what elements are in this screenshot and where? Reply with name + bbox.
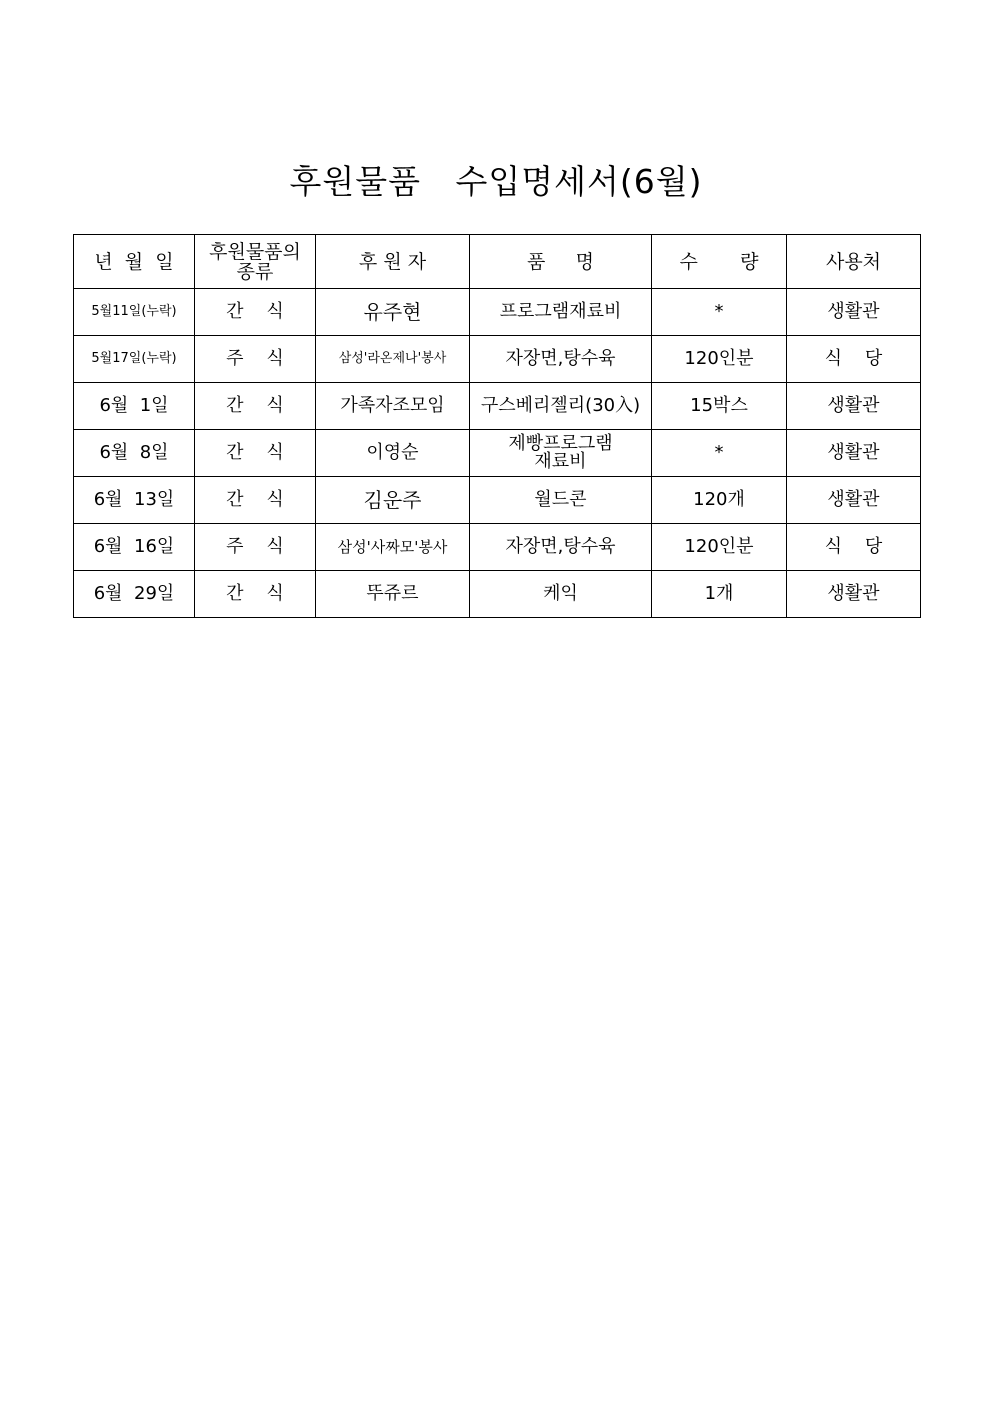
- table-row: [74, 336, 921, 383]
- cell-donor: 삼성'라온제나'봉사: [316, 336, 470, 383]
- cell-quantity: *: [652, 430, 787, 477]
- cell-date: 6월 13일: [74, 477, 195, 524]
- table-row: [74, 571, 921, 618]
- cell-usage: 생활관: [787, 289, 921, 336]
- cell-kind: 간 식: [195, 383, 316, 430]
- table-row: [74, 524, 921, 571]
- cell-donor: 뚜쥬르: [316, 571, 470, 618]
- cell-usage: 생활관: [787, 571, 921, 618]
- cell-quantity: *: [652, 289, 787, 336]
- cell-kind: 간 식: [195, 571, 316, 618]
- cell-kind: 간 식: [195, 477, 316, 524]
- page-title: 후원물품 수입명세서(6월): [289, 162, 703, 201]
- cell-donor: 가족자조모임: [316, 383, 470, 430]
- cell-item: 케익: [470, 571, 652, 618]
- cell-usage: 생활관: [787, 383, 921, 430]
- cell-usage: 생활관: [787, 477, 921, 524]
- cell-quantity: 120인분: [652, 336, 787, 383]
- cell-kind: 주 식: [195, 524, 316, 571]
- cell-date: 6월 29일: [74, 571, 195, 618]
- cell-quantity: 1개: [652, 571, 787, 618]
- cell-date: 5월17일(누락): [74, 336, 195, 383]
- cell-quantity: 15박스: [652, 383, 787, 430]
- cell-item: 자장면,탕수육: [470, 524, 652, 571]
- cell-donor: 김운주: [316, 477, 470, 524]
- cell-date: 5월11일(누락): [74, 289, 195, 336]
- cell-item: 구스베리젤리(30入): [470, 383, 652, 430]
- cell-usage: 식 당: [787, 524, 921, 571]
- cell-item: 월드콘: [470, 477, 652, 524]
- column-header-usage: 사용처: [787, 235, 921, 289]
- cell-date: 6월 8일: [74, 430, 195, 477]
- table-row: [74, 477, 921, 524]
- column-header-donor: 후 원 자: [316, 235, 470, 289]
- table-row: [74, 383, 921, 430]
- cell-kind: 간 식: [195, 289, 316, 336]
- cell-item: 프로그램재료비: [470, 289, 652, 336]
- column-header-quantity: 수 량: [652, 235, 787, 289]
- cell-usage: 생활관: [787, 430, 921, 477]
- donation-table: [73, 234, 921, 618]
- table-row: [74, 289, 921, 336]
- cell-date: 6월 16일: [74, 524, 195, 571]
- cell-donor: 삼성'사짜모'봉사: [316, 524, 470, 571]
- cell-kind: 주 식: [195, 336, 316, 383]
- cell-usage: 식 당: [787, 336, 921, 383]
- cell-kind: 간 식: [195, 430, 316, 477]
- cell-quantity: 120인분: [652, 524, 787, 571]
- cell-item: 제빵프로그램 재료비: [470, 430, 652, 477]
- cell-donor: 이영순: [316, 430, 470, 477]
- cell-item: 자장면,탕수육: [470, 336, 652, 383]
- column-header-item: 품 명: [470, 235, 652, 289]
- cell-donor: 유주현: [316, 289, 470, 336]
- column-header-date: 년 월 일: [74, 235, 195, 289]
- column-header-kind: 후원물품의 종류: [195, 235, 316, 289]
- table-row: [74, 430, 921, 477]
- cell-date: 6월 1일: [74, 383, 195, 430]
- table-header-row: [74, 235, 921, 289]
- cell-quantity: 120개: [652, 477, 787, 524]
